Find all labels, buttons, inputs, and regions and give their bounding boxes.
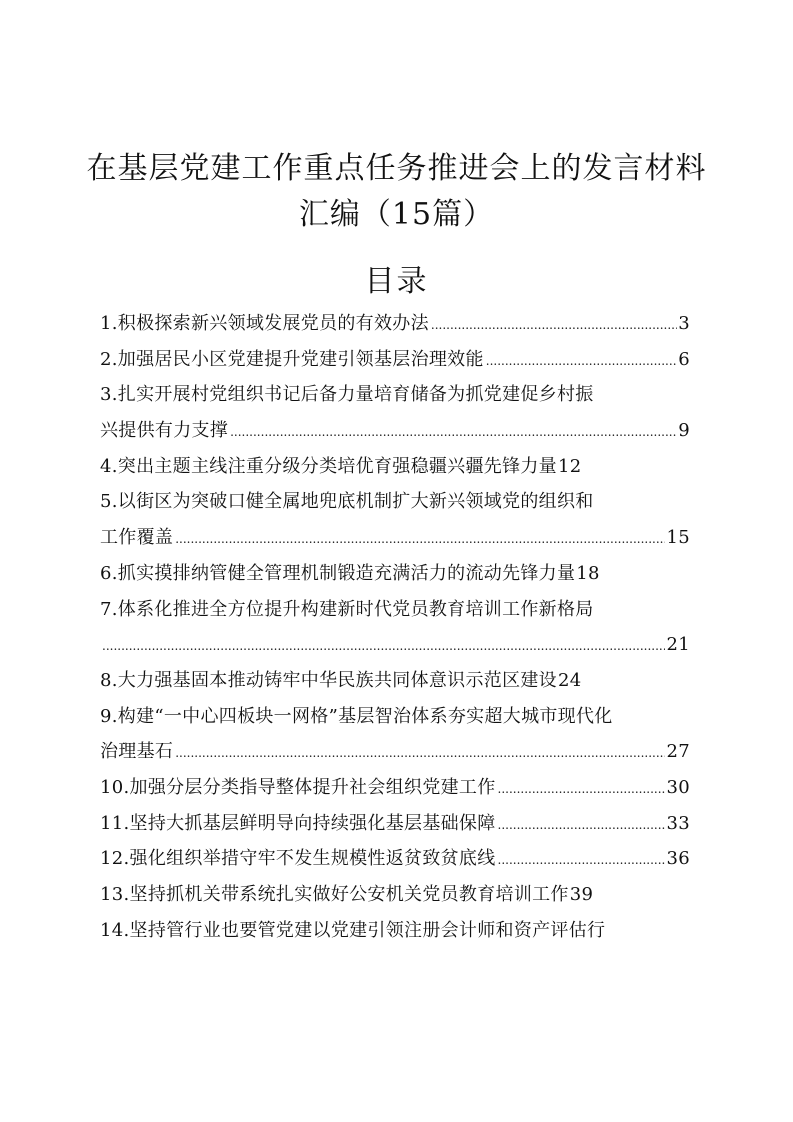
toc-entry-text: 8.大力强基固本推动铸牢中华民族共同体意识示范区建设 [100, 669, 557, 691]
document-title [60, 146, 733, 238]
toc-entry-text: 7.体系化推进全方位提升构建新时代党员教育培训工作新格局 [100, 598, 594, 620]
toc-page-number: 24 [557, 669, 582, 691]
toc-page-number: 12 [557, 455, 582, 477]
toc-entry-text: 兴提供有力支撑 [100, 420, 229, 442]
toc-entry-line[interactable] [100, 413, 690, 449]
toc-entry-text: 3.扎实开展村党组织书记后备力量培育储备为抓党建促乡村振 [100, 384, 594, 406]
toc-page-number: 15 [666, 527, 690, 549]
toc-page-number: 33 [666, 812, 690, 834]
toc-entry-line[interactable] [100, 556, 690, 592]
toc-entry-text: 13.坚持抓机关带系统扎实做好公安机关党员教育培训工作 [100, 884, 569, 905]
toc-entry-line[interactable] [100, 770, 690, 806]
toc-entry-line[interactable] [100, 877, 690, 913]
toc-entry-line[interactable] [100, 342, 690, 378]
toc-entry-line[interactable] [100, 520, 690, 556]
toc-entry-text: 11.坚持大抓基层鲜明导向持续强化基层基础保障 [100, 812, 496, 834]
toc-page-number: 30 [666, 776, 690, 798]
toc-entry-text: 5.以街区为突破口健全属地兜底机制扩大新兴领域党的组织和 [100, 491, 594, 513]
toc-dot-leader [484, 344, 677, 378]
toc-page-number: 27 [666, 741, 690, 763]
toc-dot-leader [173, 522, 665, 556]
toc-entry-line[interactable] [100, 306, 690, 342]
toc-entry-line[interactable] [100, 663, 690, 699]
toc-entry-text: 14.坚持管行业也要管党建以党建引领注册会计师和资产评估行 [100, 919, 606, 941]
toc-heading: 目录 [364, 264, 429, 299]
toc-entry-text: 6.抓实摸排纳管健全管理机制锻造充满活力的流动先锋力量 [100, 562, 576, 584]
toc-page-number: 9 [678, 420, 690, 442]
document-title-line-2: 汇编（15篇） [298, 197, 495, 232]
toc-dot-leader [173, 736, 665, 770]
toc-page-number: 6 [678, 348, 690, 370]
toc-entry-line[interactable] [100, 699, 690, 735]
toc-dot-leader [496, 808, 666, 842]
toc-entry-text: 1.积极探索新兴领域发展党员的有效办法 [100, 313, 429, 334]
toc-page-number: 36 [666, 848, 690, 870]
toc-entry-line[interactable] [100, 449, 690, 485]
toc-page-number: 3 [678, 313, 690, 334]
toc-entry-line[interactable] [100, 734, 690, 770]
toc-entry-line[interactable] [100, 377, 690, 413]
toc-entry-text: 4.突出主题主线注重分级分类培优育强稳疆兴疆先锋力量 [100, 455, 557, 477]
toc-entry-line[interactable] [100, 913, 690, 949]
toc-dot-leader [429, 308, 677, 342]
toc-entry-line[interactable] [100, 627, 690, 663]
toc-dot-leader [228, 415, 677, 449]
toc-entry-line[interactable] [100, 841, 690, 877]
toc-dot-leader [496, 843, 666, 877]
toc-entry-text: 工作覆盖 [100, 527, 174, 549]
toc-entry-line[interactable] [100, 484, 690, 520]
toc-page-number: 39 [569, 884, 594, 905]
table-of-contents [100, 306, 690, 948]
toc-page-number: 18 [576, 562, 600, 584]
document-title-line-1: 在基层党建工作重点任务推进会上的发言材料 [86, 151, 707, 186]
toc-dot-leader [496, 772, 666, 806]
toc-entry-text: 12.强化组织举措守牢不发生规模性返贫致贫底线 [100, 848, 496, 870]
toc-entry-text: 治理基石 [100, 741, 174, 763]
toc-entry-line[interactable] [100, 806, 690, 842]
toc-page-number: 21 [666, 634, 690, 656]
toc-entry-text: 10.加强分层分类指导整体提升社会组织党建工作 [100, 776, 496, 798]
toc-dot-leader [100, 629, 665, 663]
toc-entry-text: 2.加强居民小区党建提升党建引领基层治理效能 [100, 348, 484, 370]
toc-entry-text: 9.构建“一中心四板块一网格”基层智治体系夯实超大城市现代化 [100, 705, 613, 727]
toc-entry-line[interactable] [100, 592, 690, 628]
